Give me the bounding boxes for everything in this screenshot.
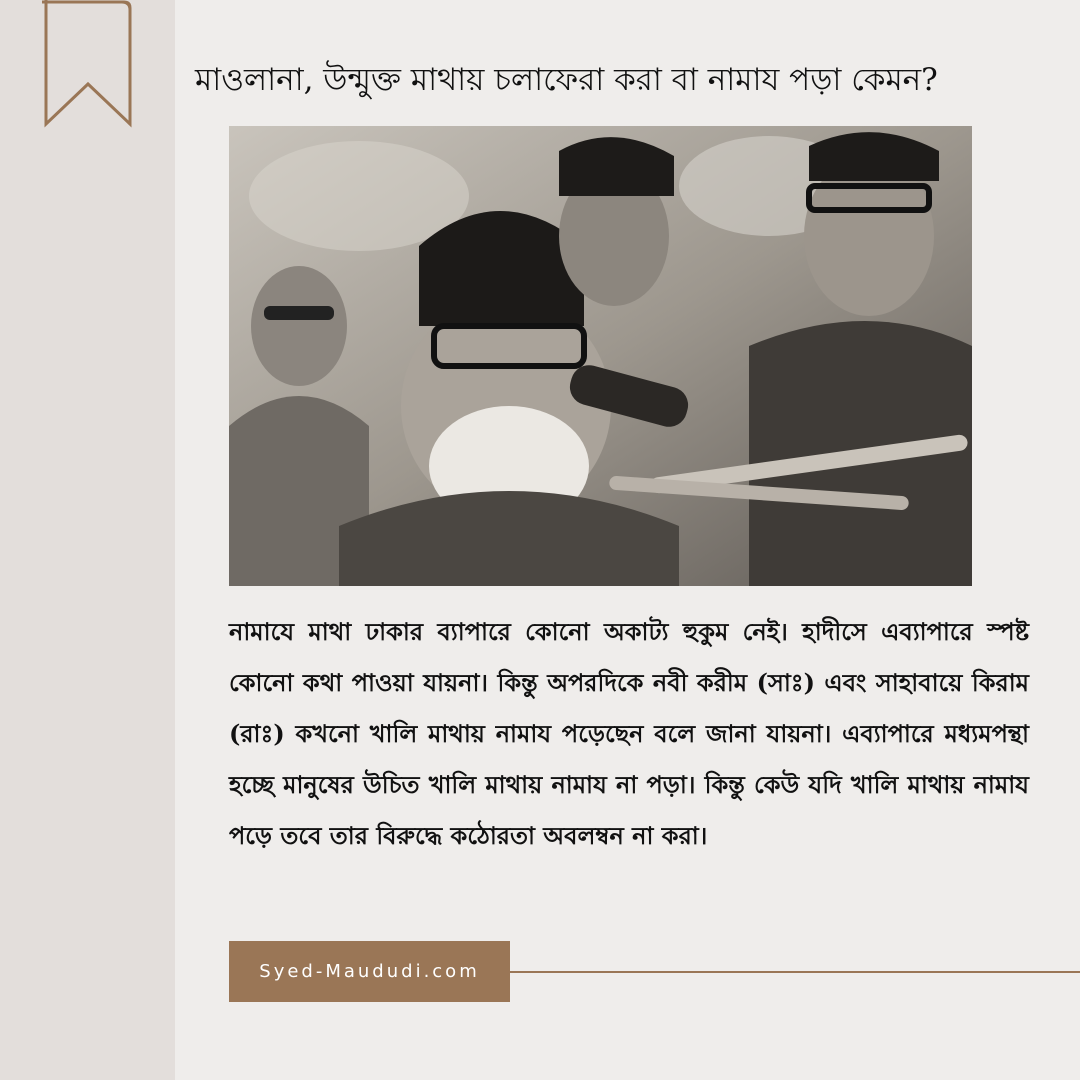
left-sidebar-panel bbox=[0, 0, 175, 1080]
footer-divider-line bbox=[510, 971, 1080, 973]
page-title: মাওলানা, উন্মুক্ত মাথায় চলাফেরা করা বা নামায পড়া কেমন? bbox=[195, 62, 938, 98]
body-text: নামাযে মাথা ঢাকার ব্যাপারে কোনো অকাট্য হুকুম নেই। হাদীসে এব্যাপারে স্পষ্ট কোনো কথা পাওয়া যায়না। কিন্তু অপরদিকে নবী করীম (সাঃ) এবং সাহাবায়ে কিরাম (রাঃ) কখনো খালি মাথায় নামায পড়েছেন বলে জানা যায়না। এব্যাপারে মধ্যমপন্থা হচ্ছে মানুষের উচিত খালি মাথায় নামায না পড়া। কিন্তু কেউ যদি খালি মাথায় নামায পড়ে তবে তার বিরুদ্ধে কঠোরতা অবলম্বন না করা। bbox=[229, 617, 1029, 850]
bookmark-icon bbox=[40, 0, 135, 130]
website-link-button[interactable]: Syed-Maududi.com bbox=[229, 941, 510, 1002]
historical-photo bbox=[229, 126, 972, 586]
